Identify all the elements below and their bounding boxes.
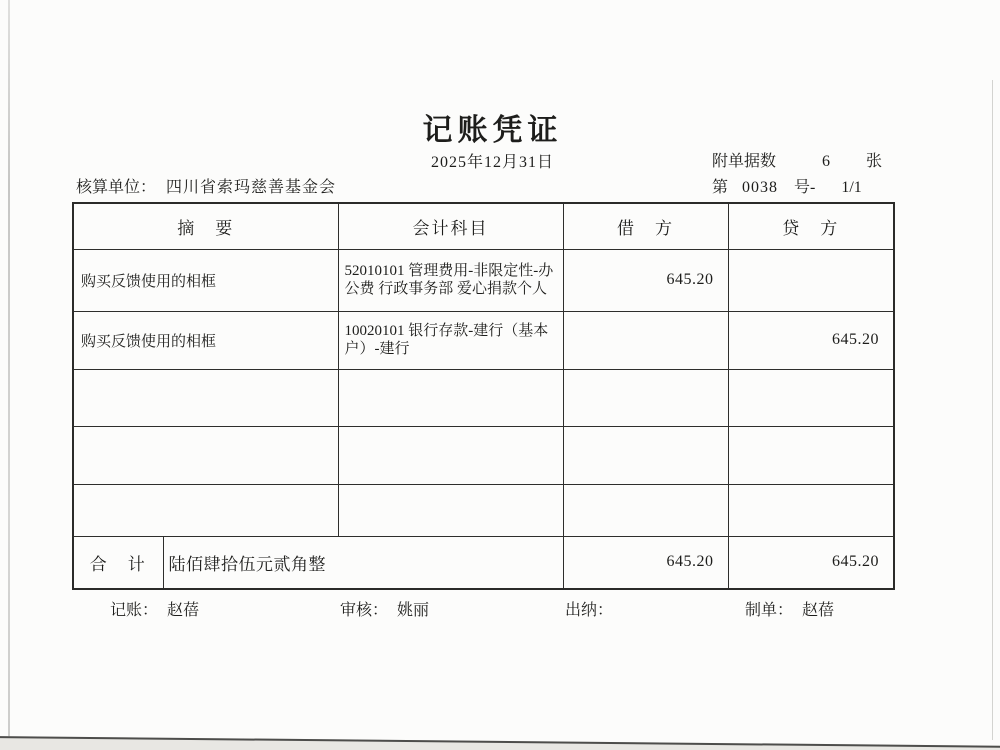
preparer-name: 赵蓓 [802,602,835,619]
bookkeeper-name: 赵蓓 [167,602,200,619]
attachment-count: 6 [822,153,831,170]
attachment-count-line [712,148,882,171]
row-account: 10020101 银行存款-建行（基本户）-建行 [338,311,563,369]
total-amount-in-words: 陆佰肆拾伍元贰角整 [163,536,563,589]
signature-cashier [565,597,622,620]
accounting-unit-line [76,174,336,197]
bookkeeper-label: 记账： [110,602,159,619]
row-account [338,369,563,426]
header-credit: 贷 方 [728,203,894,249]
voucher-number-line [712,174,862,197]
voucher-table [72,202,895,590]
row-credit [728,249,894,311]
paper-bottom-edge [0,736,1000,750]
voucher-no-suffix: 号- [794,179,816,196]
table-row [73,484,894,536]
table-total-row [73,536,894,589]
header-debit: 借 方 [563,203,728,249]
table-row [73,426,894,484]
accounting-unit-name: 四川省索玛慈善基金会 [166,179,337,196]
total-credit: 645.20 [728,536,894,589]
table-row [73,249,894,311]
row-credit [728,484,894,536]
row-debit [563,426,728,484]
table-row [73,369,894,426]
signature-reviewer [340,597,429,620]
voucher-no-number: 0038 [742,179,779,196]
signature-row [0,597,1000,619]
reviewer-label: 审核： [340,602,389,619]
row-summary: 购买反馈使用的相框 [73,249,338,311]
row-summary [73,484,338,536]
cashier-label: 出纳： [565,602,614,619]
page-title: 记账凭证 [422,114,563,147]
row-summary: 购买反馈使用的相框 [73,311,338,369]
row-debit: 645.20 [563,249,728,311]
row-credit [728,426,894,484]
accounting-unit-label: 核算单位： [76,179,157,196]
reviewer-name: 姚丽 [397,602,430,619]
row-summary [73,369,338,426]
attachment-unit: 张 [866,153,883,170]
voucher-date: 2025年12月31日 [430,154,554,171]
row-account [338,426,563,484]
scan-edge-right [992,80,993,740]
header-summary: 摘 要 [73,203,338,249]
preparer-label: 制单： [745,602,794,619]
row-debit [563,369,728,426]
row-summary [73,426,338,484]
signature-preparer [745,597,834,620]
table-row [73,311,894,369]
row-credit [728,369,894,426]
voucher-no-prefix: 第 [712,179,729,196]
table-header-row [73,203,894,249]
signature-bookkeeper [110,597,199,620]
row-debit [563,311,728,369]
total-debit: 645.20 [563,536,728,589]
row-account: 52010101 管理费用-非限定性-办公费 行政事务部 爱心捐款个人 [338,249,563,311]
row-debit [563,484,728,536]
header-account: 会计科目 [338,203,563,249]
attachment-label: 附单据数 [712,153,777,170]
total-label: 合 计 [73,536,163,589]
row-account [338,484,563,536]
row-credit: 645.20 [728,311,894,369]
voucher-page-number: 1/1 [841,179,862,196]
